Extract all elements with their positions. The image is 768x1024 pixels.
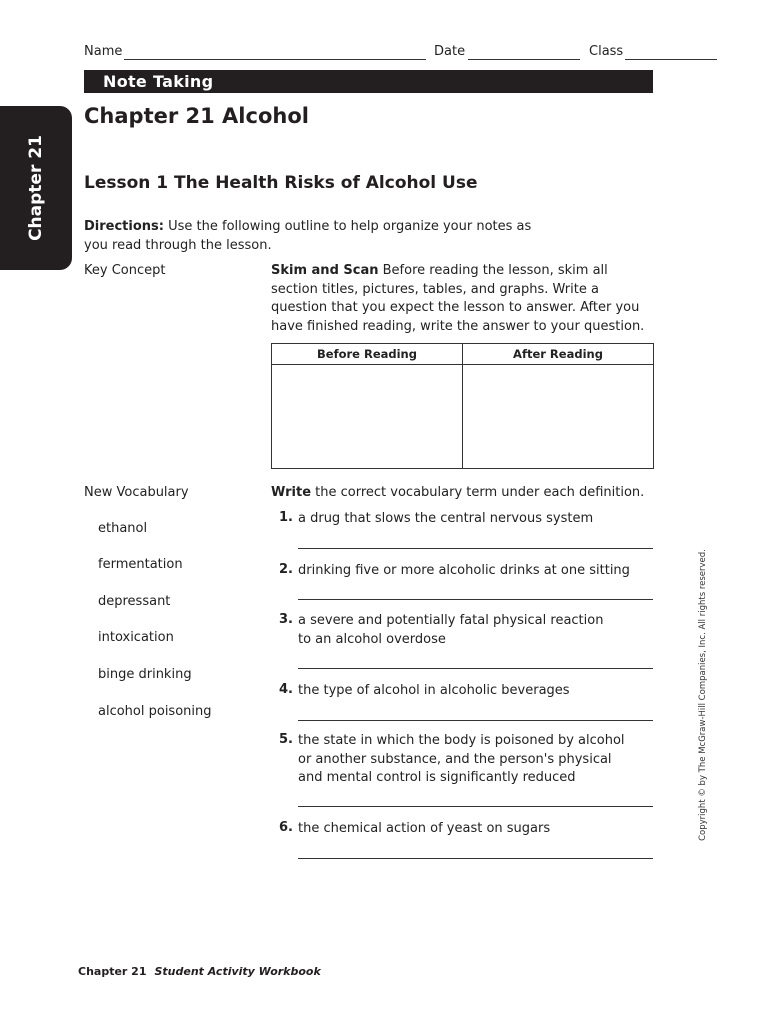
name-label: Name (84, 44, 123, 59)
before-reading-cell[interactable] (272, 365, 462, 468)
definition-text: a drug that slows the central nervous system (298, 511, 594, 526)
banner-label: Note Taking (103, 72, 214, 91)
vocab-term: fermentation (98, 557, 183, 572)
directions-lead: Directions: (84, 219, 164, 234)
chapter-title: Chapter 21 Alcohol (84, 104, 309, 128)
chapter-side-tab (0, 106, 72, 270)
answer-line[interactable] (298, 599, 653, 600)
footer-chapter: Chapter 21 (78, 965, 147, 978)
vocabulary-instruction (271, 485, 644, 500)
definition-text: the type of alcohol in alcoholic beverages (298, 683, 570, 698)
definition-text: the chemical action of yeast on sugars (298, 821, 551, 836)
page-footer (78, 965, 321, 978)
definition-number: 6. (279, 820, 293, 835)
lesson-title: Lesson 1 The Health Risks of Alcohol Use (84, 173, 478, 193)
after-reading-cell[interactable] (463, 365, 653, 468)
vocab-term: binge drinking (98, 667, 192, 682)
vocab-term: intoxication (98, 630, 174, 645)
skim-lead: Skim and Scan (271, 263, 379, 278)
answer-line[interactable] (298, 668, 653, 669)
name-field[interactable] (124, 59, 426, 60)
definition-text: drinking five or more alcoholic drinks at one sitting (298, 563, 630, 578)
footer-book-title: Student Activity Workbook (154, 965, 321, 978)
answer-line[interactable] (298, 548, 653, 549)
copyright-notice: Copyright © by The McGraw-Hill Companies, Inc. All rights reserved. (698, 549, 708, 841)
date-field[interactable] (468, 59, 580, 60)
date-label: Date (434, 44, 466, 59)
vocab-term: ethanol (98, 521, 148, 536)
definition-number: 5. (279, 732, 293, 747)
side-tab-label: Chapter 21 (26, 135, 46, 241)
vocab-term: alcohol poisoning (98, 704, 212, 719)
skim-and-scan-instructions (271, 262, 651, 336)
definition-number: 3. (279, 612, 293, 627)
directions (84, 218, 544, 255)
definition-text: the state in which the body is poisoned by alcohol or another substance, and the person's physical and mental control is significantly reduced (298, 733, 625, 785)
vocab-term: depressant (98, 594, 171, 609)
note-taking-banner (84, 70, 653, 93)
write-text: the correct vocabulary term under each definition. (315, 485, 645, 500)
answer-line[interactable] (298, 806, 653, 807)
directions-text: Use the following outline to help organize your notes as you read through the lesson. (84, 219, 532, 253)
definition-number: 1. (279, 510, 293, 525)
before-reading-header: Before Reading (317, 347, 417, 361)
skim-text: Before reading the lesson, skim all section titles, pictures, tables, and graphs. Write a question that you expect the lesson to answer. After you have finished reading, write the answer to your question. (271, 263, 645, 334)
definition-number: 4. (279, 682, 293, 697)
new-vocabulary-label: New Vocabulary (84, 485, 189, 500)
answer-line[interactable] (298, 720, 653, 721)
key-concept-label: Key Concept (84, 263, 166, 278)
definition-number: 2. (279, 562, 293, 577)
reading-table (271, 343, 654, 469)
write-lead: Write (271, 485, 312, 500)
class-label: Class (589, 44, 624, 59)
after-reading-header: After Reading (513, 347, 603, 361)
class-field[interactable] (625, 59, 717, 60)
answer-line[interactable] (298, 858, 653, 859)
definition-text: a severe and potentially fatal physical reaction to an alcohol overdose (298, 613, 604, 647)
